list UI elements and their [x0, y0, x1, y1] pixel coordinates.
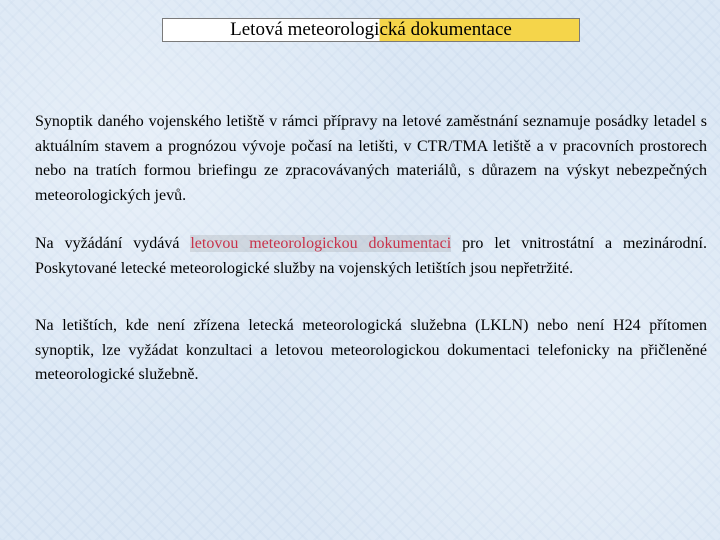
paragraph-briefing: Synoptik daného vojenského letiště v rámci přípravy na letové zaměstnání seznamuje posádky letadel s aktuálním stavem a prognózou vývoje počasí na letišti, v CTR/TMA letiště a v pracovních prostorech nebo na tratích formou briefingu ze zpracovávaných materiálů, s důrazem na výskyt nebezpečných meteorologických jevů. — [35, 113, 707, 204]
slide-body — [35, 110, 707, 388]
flight-documentation-link[interactable]: letovou meteorologickou dokumentaci — [190, 235, 452, 252]
paragraph-documentation-lead: Na vyžádání vydává — [35, 235, 191, 252]
paragraph-documentation-tail: pro let vnitrostátní a mezinárodní. Poskytované letecké meteorologické služby na vojenských letištích jsou nepřetržité. — [35, 235, 707, 277]
paragraph-documentation — [35, 232, 707, 281]
slide-title: Letová meteorologická dokumentace — [230, 19, 512, 40]
slide-title-box — [162, 18, 580, 42]
paragraph-consultation: Na letištích, kde není zřízena letecká meteorologická služebna (LKLN) nebo není H24 přítomen synoptik, lze vyžádat konzultaci a letovou meteorologickou dokumentaci telefonicky na přičleněné meteorologické služebně. — [35, 317, 707, 383]
